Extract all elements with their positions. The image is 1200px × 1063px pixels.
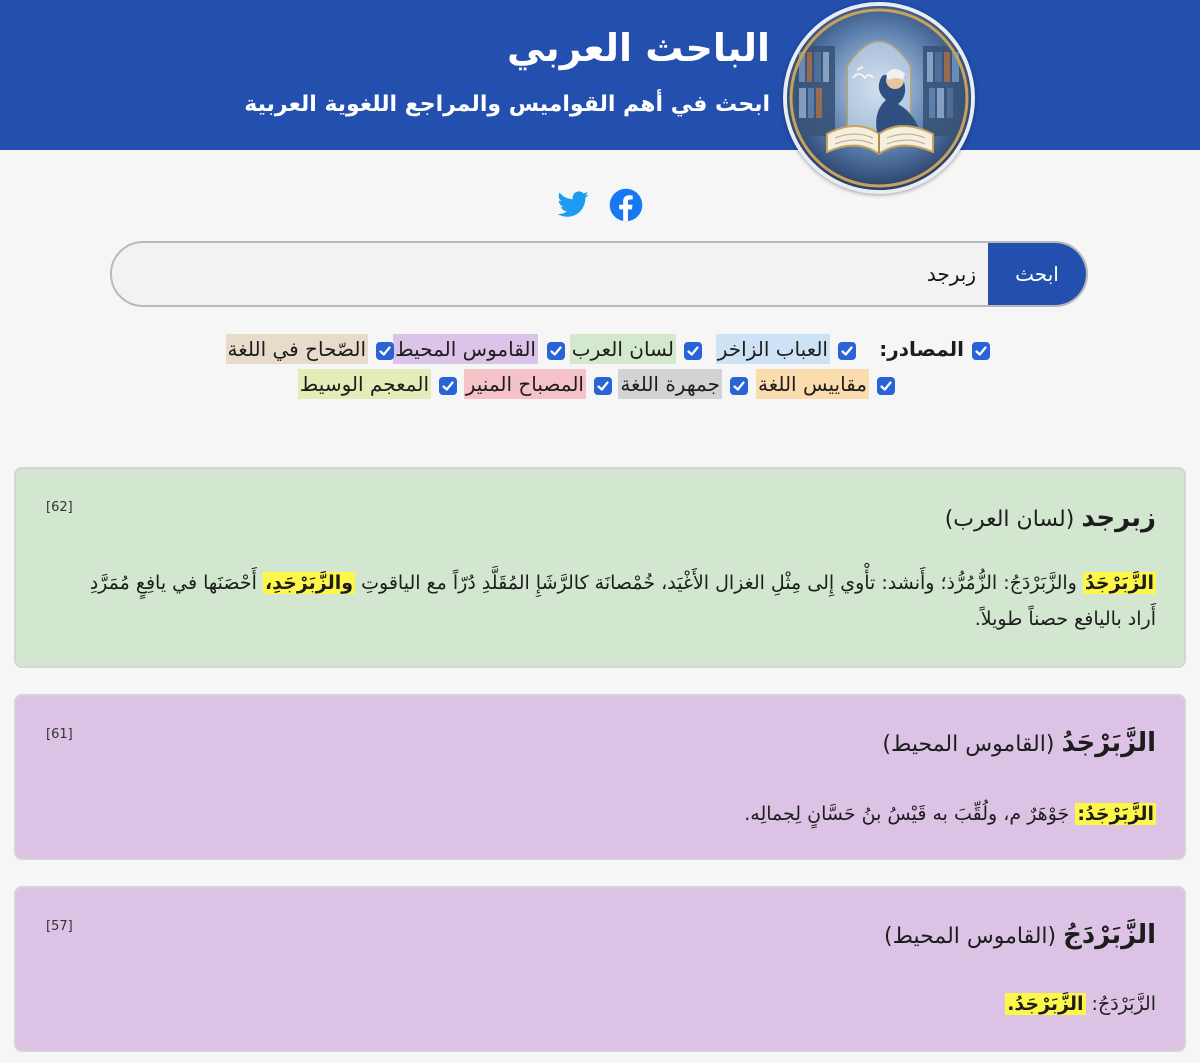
- result-heading: [884, 920, 1156, 950]
- result-card: [14, 886, 1186, 1052]
- source-label-ubab[interactable]: العباب الزاخر: [716, 334, 830, 364]
- source-checkbox-maqayis[interactable]: [877, 377, 895, 395]
- select-all-checkbox[interactable]: [972, 342, 990, 360]
- source-label-jamhara[interactable]: جمهرة اللغة: [618, 369, 722, 399]
- library-scholar-logo[interactable]: [783, 2, 975, 194]
- result-body: [56, 986, 1156, 1022]
- result-source: (لسان العرب): [944, 507, 1075, 532]
- site-title: الباحث العربي: [506, 26, 770, 70]
- result-ref: [57]: [46, 919, 73, 934]
- source-label-qamus[interactable]: القاموس المحيط: [393, 334, 538, 364]
- source-label-sihah[interactable]: الصّحاح في اللغة: [226, 334, 369, 364]
- result-card: [14, 467, 1186, 668]
- result-card: [14, 694, 1186, 860]
- source-label-maqayis[interactable]: مقاييس اللغة: [756, 369, 869, 399]
- source-label-lisan[interactable]: لسان العرب: [570, 334, 676, 364]
- site-subtitle: ابحث في أهم القواميس والمراجع اللغوية العربية: [244, 92, 770, 117]
- result-source: (القاموس المحيط): [884, 924, 1057, 949]
- source-checkbox-lisan[interactable]: [684, 342, 702, 360]
- twitter-icon[interactable]: [556, 188, 590, 222]
- highlighted-term: الزَّبَرْجَدُ:: [1077, 803, 1154, 825]
- result-ref: [61]: [46, 727, 73, 742]
- search-button[interactable]: ابحث: [988, 243, 1086, 305]
- result-source: (القاموس المحيط): [882, 732, 1055, 757]
- result-heading: [882, 728, 1156, 758]
- source-checkbox-qamus[interactable]: [547, 342, 565, 360]
- search-input[interactable]: [112, 243, 988, 305]
- result-ref: [62]: [46, 500, 73, 515]
- result-word: زبرجد: [1081, 503, 1156, 533]
- source-label-wasit[interactable]: المعجم الوسيط: [298, 369, 431, 399]
- facebook-icon[interactable]: [609, 188, 643, 222]
- search-bar: [110, 241, 1088, 307]
- source-checkbox-jamhara[interactable]: [730, 377, 748, 395]
- result-text: والزَّبَرْدَجُ: الزُّمُرُّذ؛ وأَنشد: تأْوي إِلى مِثْلِ الغزال الأَغْيَد، خُمْصانَة كالرَّشَإِ المُقَلَّدِ دُرّاً مع الياقوتِ: [355, 572, 1083, 594]
- highlighted-term: الزَّبَرْجَدُ: [1084, 572, 1154, 594]
- source-checkbox-misbah[interactable]: [594, 377, 612, 395]
- source-checkbox-ubab[interactable]: [838, 342, 856, 360]
- result-word: الزَّبَرْدَجُ: [1063, 920, 1156, 950]
- result-heading: [945, 503, 1156, 533]
- highlighted-term: والزَّبَرْجَدِ،: [264, 572, 354, 594]
- site-header: [0, 0, 1200, 150]
- result-body: [56, 565, 1156, 637]
- result-text: الزَّبَرْدَجُ:: [1085, 993, 1156, 1015]
- result-text: جَوْهَرٌ م، ولُقِّبَ به قَيْسُ بنُ حَسَّانٍ لِجمالِه.: [744, 803, 1076, 825]
- source-checkbox-sihah[interactable]: [376, 342, 394, 360]
- source-checkbox-wasit[interactable]: [439, 377, 457, 395]
- source-label-misbah[interactable]: المصباح المنير: [464, 369, 586, 399]
- result-text: أَحْصَنَها في يافِعٍ مُمَرَّدِ أَراد باليافع حصناً طويلاً.: [89, 572, 1156, 630]
- highlighted-term: الزَّبَرْجَدُ.: [1007, 993, 1084, 1015]
- result-body: [56, 796, 1156, 832]
- result-word: الزَّبَرْجَدُ: [1061, 728, 1156, 758]
- sources-label: المصادر:: [879, 337, 964, 361]
